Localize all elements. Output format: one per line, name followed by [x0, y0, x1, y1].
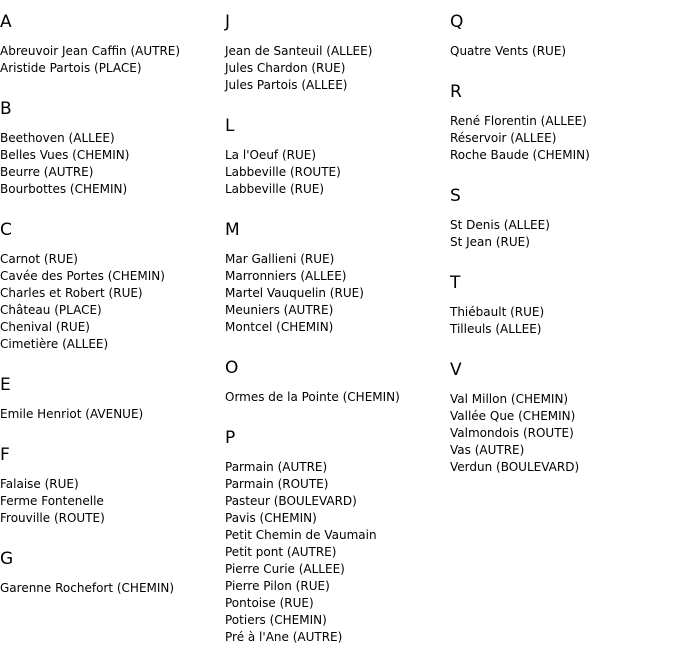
section-letter-heading: O: [225, 358, 239, 378]
letter-section: [0, 12, 222, 77]
street-list-item[interactable]: Parmain (AUTRE): [225, 460, 328, 474]
section-letter-heading: F: [0, 445, 10, 465]
street-list-item[interactable]: Charles et Robert (RUE): [0, 286, 143, 300]
index-column-middle: [225, 0, 447, 646]
street-list-item[interactable]: St Denis (ALLEE): [450, 218, 550, 232]
street-list: [0, 251, 222, 353]
letter-section: [225, 358, 447, 406]
letter-section: [225, 116, 447, 198]
street-list-item[interactable]: Pierre Pilon (RUE): [225, 579, 330, 593]
street-list-item[interactable]: Abreuvoir Jean Caffin (AUTRE): [0, 44, 181, 58]
street-list-item[interactable]: Tilleuls (ALLEE): [450, 322, 542, 336]
street-list: [225, 251, 447, 336]
street-list: [225, 389, 447, 406]
street-list-item[interactable]: Petit pont (AUTRE): [225, 545, 337, 559]
street-list-item[interactable]: Château (PLACE): [0, 303, 102, 317]
street-list: [225, 147, 447, 198]
street-list-item[interactable]: Cavée des Portes (CHEMIN): [0, 269, 165, 283]
street-list: [450, 217, 672, 251]
street-list: [225, 43, 447, 94]
street-list-item[interactable]: Pierre Curie (ALLEE): [225, 562, 345, 576]
street-list-item[interactable]: Meuniers (AUTRE): [225, 303, 334, 317]
street-list-item[interactable]: Belles Vues (CHEMIN): [0, 148, 130, 162]
street-list: [450, 391, 672, 476]
street-list-item[interactable]: Pavis (CHEMIN): [225, 511, 317, 525]
index-column-right: [450, 0, 672, 476]
street-list-item[interactable]: Vallée Que (CHEMIN): [450, 409, 576, 423]
street-list-item[interactable]: Pré à l'Ane (AUTRE): [225, 630, 343, 644]
letter-section: [0, 99, 222, 198]
street-list-item[interactable]: Falaise (RUE): [0, 477, 79, 491]
street-list-item[interactable]: René Florentin (ALLEE): [450, 114, 587, 128]
street-list-item[interactable]: La l'Oeuf (RUE): [225, 148, 317, 162]
section-letter-heading: A: [0, 12, 12, 32]
section-letter-heading: R: [450, 82, 462, 102]
street-list-item[interactable]: Valmondois (ROUTE): [450, 426, 574, 440]
street-list-item[interactable]: Roche Baude (CHEMIN): [450, 148, 590, 162]
letter-section: [0, 445, 222, 527]
letter-section: [0, 549, 222, 597]
street-list-item[interactable]: Mar Gallieni (RUE): [225, 252, 335, 266]
street-list-item[interactable]: Chenival (RUE): [0, 320, 90, 334]
street-list: [450, 113, 672, 164]
street-list: [0, 406, 222, 423]
street-list-item[interactable]: Montcel (CHEMIN): [225, 320, 334, 334]
street-list-item[interactable]: Emile Henriot (AVENUE): [0, 407, 144, 421]
section-letter-heading: C: [0, 220, 12, 240]
street-list: [450, 43, 672, 60]
street-list-item[interactable]: Beurre (AUTRE): [0, 165, 94, 179]
section-letter-heading: L: [225, 116, 235, 136]
letter-section: [450, 12, 672, 60]
letter-section: [225, 12, 447, 94]
street-list-item[interactable]: Parmain (ROUTE): [225, 477, 329, 491]
street-list-item[interactable]: St Jean (RUE): [450, 235, 530, 249]
letter-section: [450, 186, 672, 251]
street-list-item[interactable]: Labbeville (ROUTE): [225, 165, 341, 179]
street-list-item[interactable]: Quatre Vents (RUE): [450, 44, 567, 58]
section-letter-heading: B: [0, 99, 12, 119]
street-list-item[interactable]: Jules Partois (ALLEE): [225, 78, 348, 92]
street-list-item[interactable]: Ormes de la Pointe (CHEMIN): [225, 390, 400, 404]
street-list-item[interactable]: Jean de Santeuil (ALLEE): [225, 44, 373, 58]
street-list: [0, 476, 222, 527]
street-list-item[interactable]: Réservoir (ALLEE): [450, 131, 557, 145]
section-letter-heading: E: [0, 375, 11, 395]
letter-section: [450, 273, 672, 338]
letter-section: [0, 220, 222, 353]
street-list-item[interactable]: Cimetière (ALLEE): [0, 337, 109, 351]
street-list-item[interactable]: Marronniers (ALLEE): [225, 269, 347, 283]
letter-section: [450, 82, 672, 164]
section-letter-heading: Q: [450, 12, 464, 32]
street-list-item[interactable]: Ferme Fontenelle: [0, 494, 104, 508]
letter-section: [225, 220, 447, 336]
section-letter-heading: G: [0, 549, 14, 569]
letter-section: [450, 360, 672, 476]
street-list-item[interactable]: Beethoven (ALLEE): [0, 131, 115, 145]
street-list-item[interactable]: Labbeville (RUE): [225, 182, 325, 196]
section-letter-heading: V: [450, 360, 462, 380]
street-list-item[interactable]: Carnot (RUE): [0, 252, 78, 266]
letter-section: [0, 375, 222, 423]
section-letter-heading: P: [225, 428, 236, 448]
street-list-item[interactable]: Petit Chemin de Vaumain: [225, 528, 377, 542]
street-list: [450, 304, 672, 338]
street-list-item[interactable]: Pasteur (BOULEVARD): [225, 494, 357, 508]
street-list: [225, 459, 447, 646]
index-column-left: [0, 0, 222, 597]
section-letter-heading: T: [450, 273, 461, 293]
letter-section: [225, 428, 447, 646]
street-list-item[interactable]: Pontoise (RUE): [225, 596, 314, 610]
street-list-item[interactable]: Vas (AUTRE): [450, 443, 525, 457]
street-list: [0, 130, 222, 198]
street-list: [0, 580, 222, 597]
section-letter-heading: J: [225, 12, 231, 32]
street-list-item[interactable]: Val Millon (CHEMIN): [450, 392, 569, 406]
street-list-item[interactable]: Garenne Rochefort (CHEMIN): [0, 581, 175, 595]
street-list-item[interactable]: Bourbottes (CHEMIN): [0, 182, 128, 196]
section-letter-heading: S: [450, 186, 461, 206]
section-letter-heading: M: [225, 220, 240, 240]
street-list-item[interactable]: Potiers (CHEMIN): [225, 613, 327, 627]
street-list-item[interactable]: Aristide Partois (PLACE): [0, 61, 142, 75]
street-list-item[interactable]: Frouville (ROUTE): [0, 511, 105, 525]
street-list-item[interactable]: Martel Vauquelin (RUE): [225, 286, 364, 300]
street-list-item[interactable]: Jules Chardon (RUE): [225, 61, 346, 75]
street-list: [0, 43, 222, 77]
street-list-item[interactable]: Thiébault (RUE): [450, 305, 545, 319]
street-list-item[interactable]: Verdun (BOULEVARD): [450, 460, 580, 474]
